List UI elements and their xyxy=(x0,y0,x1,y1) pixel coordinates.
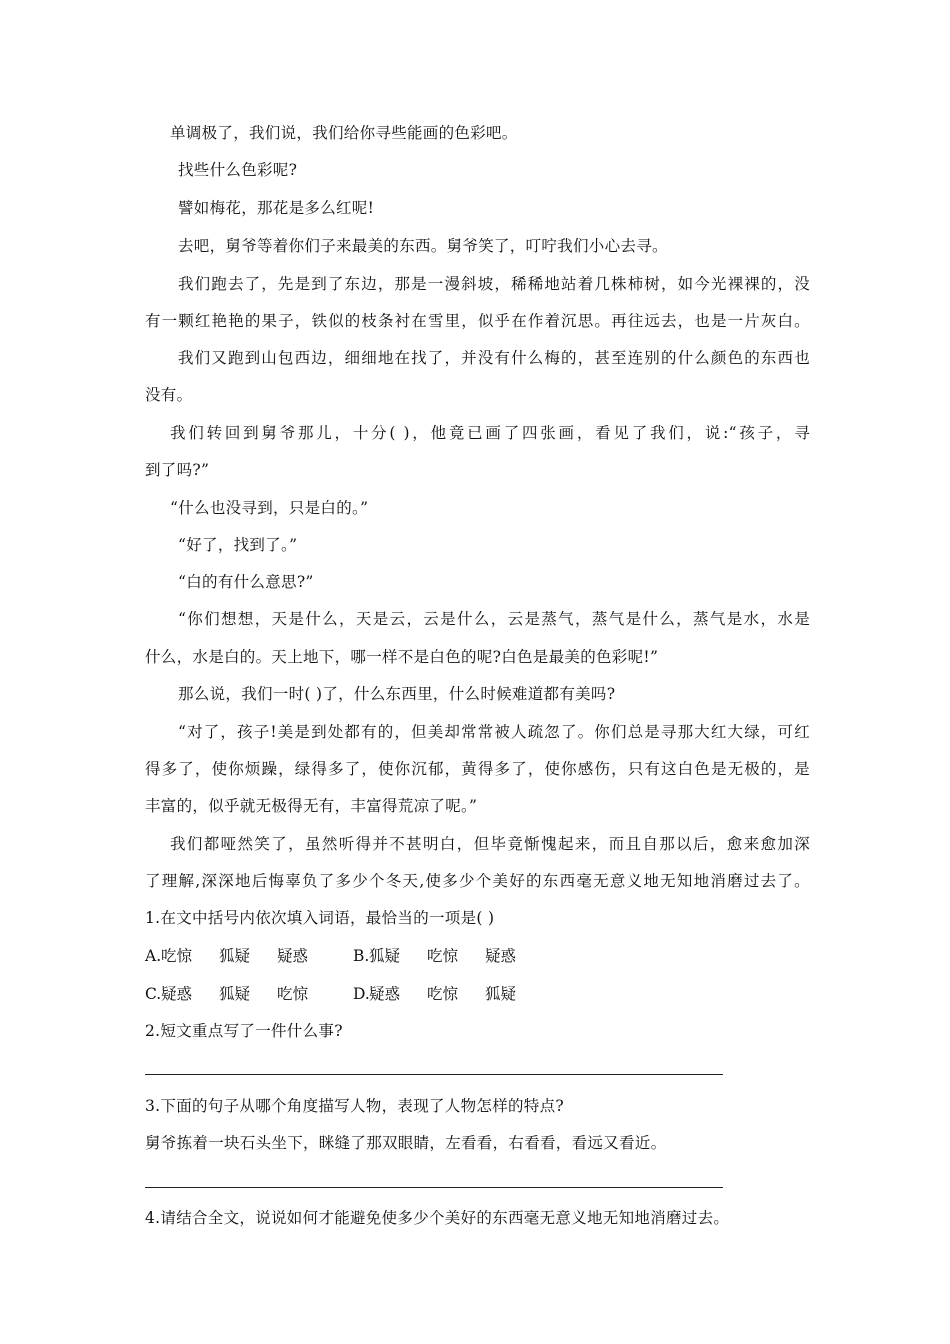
option-c-word-2: 狐疑 xyxy=(219,985,251,1003)
paragraph-line: 那么说，我们一时( )了，什么东西里，什么时候难道都有美吗? xyxy=(178,685,616,703)
paragraph-line: 了理解,深深地后悔辜负了多少个冬天,使多少个美好的东西毫无意义地无知地消磨过去了。 xyxy=(145,872,810,890)
paragraph-line: 丰富的，似乎就无极得无有，丰富得荒凉了呢。” xyxy=(145,797,478,815)
question-1-prompt: 1.在文中括号内依次填入词语，最恰当的一项是( ) xyxy=(145,909,495,927)
paragraph-line: “对了，孩子!美是到处都有的，但美却常常被人疏忽了。你们总是寻那大红大绿，可红 xyxy=(178,723,810,741)
paragraph-line: 没有。 xyxy=(145,386,193,404)
paragraph-line: “好了，找到了。” xyxy=(178,536,298,554)
paragraph-line: 我们跑去了，先是到了东边，那是一漫斜坡，稀稀地站着几株柿树，如今光裸裸的，没 xyxy=(178,275,810,293)
option-row-cd xyxy=(145,984,545,1004)
question-3-sentence: 舅爷拣着一块石头坐下，眯缝了那双眼睛，左看看，右看看，看远又看近。 xyxy=(145,1134,667,1152)
paragraph-line: 到了吗?” xyxy=(145,461,210,479)
option-row-ab xyxy=(145,946,545,966)
option-a-word-3: 疑惑 xyxy=(277,947,309,965)
paragraph-line: 单调极了，我们说，我们给你寻些能画的色彩吧。 xyxy=(170,124,518,142)
paragraph-line: 去吧，舅爷等着你们子来最美的东西。舅爷笑了，叮咛我们小心去寻。 xyxy=(178,237,668,255)
paragraph-line: 我们都哑然笑了，虽然听得并不甚明白，但毕竟惭愧起来，而且自那以后，愈来愈加深 xyxy=(170,835,810,853)
option-a-label: A. xyxy=(145,947,162,965)
question-4-prompt: 4.请结合全文，说说如何才能避免使多少个美好的东西毫无意义地无知地消磨过去。 xyxy=(145,1209,730,1227)
question-3-prompt: 3.下面的句子从哪个角度描写人物，表现了人物怎样的特点? xyxy=(145,1097,565,1115)
option-c-word-3: 吃惊 xyxy=(277,985,309,1003)
paragraph-line: “白的有什么意思?” xyxy=(178,573,314,591)
paragraph-line: 得多了，使你烦躁，绿得多了，使你沉郁，黄得多了，使你感伤，只有这白色是无极的，是 xyxy=(145,760,810,778)
paragraph-line: “你们想想，天是什么，天是云，云是什么，云是蒸气，蒸气是什么，蒸气是水，水是 xyxy=(178,610,810,628)
option-a-word-2: 狐疑 xyxy=(219,947,251,965)
option-d-label: D. xyxy=(353,985,370,1003)
option-d-word-1: 疑惑 xyxy=(369,985,401,1003)
paragraph-line: 我们转回到舅爷那儿，十分( )，他竟已画了四张画，看见了我们，说:“孩子，寻 xyxy=(170,424,810,442)
paragraph-line: “什么也没寻到，只是白的。” xyxy=(170,499,369,517)
option-b-word-3: 疑惑 xyxy=(485,947,517,965)
option-b-label: B. xyxy=(353,947,370,965)
answer-line-q2 xyxy=(145,1074,723,1075)
option-a-word-1: 吃惊 xyxy=(161,947,193,965)
option-b-word-1: 狐疑 xyxy=(369,947,401,965)
question-2-prompt: 2.短文重点写了一件什么事? xyxy=(145,1022,343,1040)
answer-line-q3 xyxy=(145,1187,723,1188)
paragraph-line: 找些什么色彩呢? xyxy=(178,161,298,179)
option-d-word-3: 狐疑 xyxy=(485,985,517,1003)
option-c-label: C. xyxy=(145,985,162,1003)
option-c-word-1: 疑惑 xyxy=(161,985,193,1003)
paragraph-line: 有一颗红艳艳的果子，铁似的枝条衬在雪里，似乎在作着沉思。再往远去，也是一片灰白。 xyxy=(145,312,810,330)
option-d-word-2: 吃惊 xyxy=(427,985,459,1003)
option-b-word-2: 吃惊 xyxy=(427,947,459,965)
paragraph-line: 譬如梅花，那花是多么红呢! xyxy=(178,199,375,217)
paragraph-line: 我们又跑到山包西边，细细地在找了，并没有什么梅的，甚至连别的什么颜色的东西也 xyxy=(178,349,810,367)
paragraph-line: 什么，水是白的。天上地下，哪一样不是白色的呢?白色是最美的色彩呢!” xyxy=(145,648,659,666)
